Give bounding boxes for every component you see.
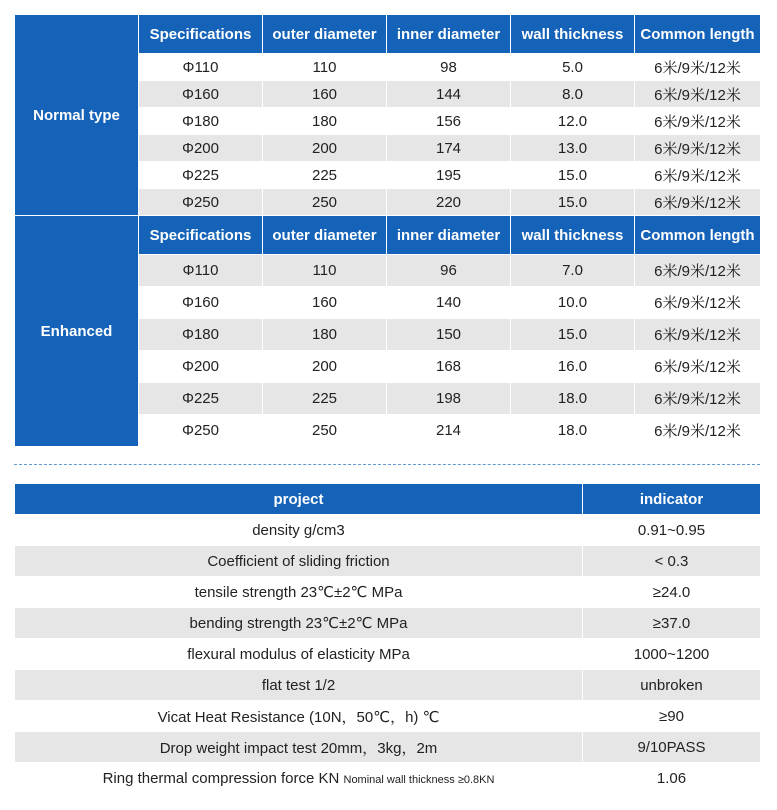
cell-outer: 200 — [263, 351, 387, 383]
table-row — [15, 639, 761, 670]
table-row — [15, 670, 761, 701]
table-row — [15, 608, 761, 639]
cell-outer: 250 — [263, 189, 387, 216]
header-common-length: Common length — [635, 216, 761, 255]
cell-inner: 198 — [387, 383, 511, 415]
cell-spec: Φ160 — [139, 287, 263, 319]
header-wall-thickness: wall thickness — [511, 15, 635, 54]
table-row — [15, 701, 761, 732]
cell-inner: 144 — [387, 81, 511, 108]
cell-wall: 12.0 — [511, 108, 635, 135]
cell-spec: Φ180 — [139, 108, 263, 135]
cell-spec: Φ160 — [139, 81, 263, 108]
cell-wall: 18.0 — [511, 415, 635, 447]
cell-length: 6米/9米/12米 — [635, 255, 761, 287]
property-indicator: 1000~1200 — [583, 639, 761, 670]
cell-outer: 180 — [263, 108, 387, 135]
property-indicator: unbroken — [583, 670, 761, 701]
header-wall-thickness: wall thickness — [511, 216, 635, 255]
property-note: Nominal wall thickness ≥0.8KN — [343, 773, 495, 786]
group-label-enhanced: Enhanced — [15, 216, 139, 447]
cell-inner: 150 — [387, 319, 511, 351]
cell-inner: 156 — [387, 108, 511, 135]
cell-outer: 110 — [263, 54, 387, 81]
cell-wall: 16.0 — [511, 351, 635, 383]
property-project: tensile strength 23℃±2℃ MPa — [15, 577, 583, 608]
cell-inner: 98 — [387, 54, 511, 81]
cell-inner: 174 — [387, 135, 511, 162]
cell-length: 6米/9米/12米 — [635, 287, 761, 319]
property-table — [14, 483, 761, 794]
table-row — [15, 546, 761, 577]
cell-inner: 220 — [387, 189, 511, 216]
cell-outer: 180 — [263, 319, 387, 351]
cell-wall: 10.0 — [511, 287, 635, 319]
header-outer-diameter: outer diameter — [263, 15, 387, 54]
cell-length: 6米/9米/12米 — [635, 162, 761, 189]
cell-spec: Φ180 — [139, 319, 263, 351]
header-specifications: Specifications — [139, 15, 263, 54]
header-outer-diameter: outer diameter — [263, 216, 387, 255]
dashed-divider — [14, 464, 760, 465]
cell-outer: 225 — [263, 162, 387, 189]
property-indicator: ≥24.0 — [583, 577, 761, 608]
cell-outer: 160 — [263, 81, 387, 108]
cell-spec: Φ110 — [139, 255, 263, 287]
property-header-row — [15, 484, 761, 515]
cell-inner: 195 — [387, 162, 511, 189]
property-indicator: ≥90 — [583, 701, 761, 732]
property-project: bending strength 23℃±2℃ MPa — [15, 608, 583, 639]
property-project: density g/cm3 — [15, 515, 583, 546]
header-specifications: Specifications — [139, 216, 263, 255]
cell-length: 6米/9米/12米 — [635, 189, 761, 216]
cell-spec: Φ250 — [139, 189, 263, 216]
cell-length: 6米/9米/12米 — [635, 351, 761, 383]
specification-table — [14, 14, 761, 447]
cell-wall: 15.0 — [511, 162, 635, 189]
property-project-cell — [15, 763, 583, 794]
property-indicator: 1.06 — [583, 763, 761, 794]
cell-wall: 5.0 — [511, 54, 635, 81]
cell-length: 6米/9米/12米 — [635, 383, 761, 415]
cell-inner: 96 — [387, 255, 511, 287]
cell-inner: 214 — [387, 415, 511, 447]
property-project: flexural modulus of elasticity MPa — [15, 639, 583, 670]
table-row — [15, 763, 761, 794]
cell-outer: 250 — [263, 415, 387, 447]
cell-inner: 140 — [387, 287, 511, 319]
property-project: Coefficient of sliding friction — [15, 546, 583, 577]
header-common-length: Common length — [635, 15, 761, 54]
cell-spec: Φ225 — [139, 162, 263, 189]
property-project: Ring thermal compression force KN — [102, 769, 340, 787]
cell-length: 6米/9米/12米 — [635, 54, 761, 81]
cell-wall: 7.0 — [511, 255, 635, 287]
cell-spec: Φ200 — [139, 135, 263, 162]
header-indicator: indicator — [583, 484, 761, 515]
cell-outer: 225 — [263, 383, 387, 415]
header-inner-diameter: inner diameter — [387, 15, 511, 54]
property-indicator: 9/10PASS — [583, 732, 761, 763]
cell-length: 6米/9米/12米 — [635, 319, 761, 351]
cell-outer: 110 — [263, 255, 387, 287]
cell-wall: 15.0 — [511, 189, 635, 216]
group-label-normal: Normal type — [15, 15, 139, 216]
cell-spec: Φ200 — [139, 351, 263, 383]
property-project: Drop weight impact test 20mm，3kg，2m — [15, 732, 583, 763]
property-indicator: ≥37.0 — [583, 608, 761, 639]
cell-spec: Φ225 — [139, 383, 263, 415]
cell-length: 6米/9米/12米 — [635, 135, 761, 162]
property-project: flat test 1/2 — [15, 670, 583, 701]
enhanced-header-row — [15, 216, 761, 255]
property-indicator: < 0.3 — [583, 546, 761, 577]
cell-spec: Φ250 — [139, 415, 263, 447]
cell-length: 6米/9米/12米 — [635, 415, 761, 447]
table-row — [15, 515, 761, 546]
cell-wall: 8.0 — [511, 81, 635, 108]
header-project: project — [15, 484, 583, 515]
cell-length: 6米/9米/12米 — [635, 81, 761, 108]
cell-spec: Φ110 — [139, 54, 263, 81]
cell-length: 6米/9米/12米 — [635, 108, 761, 135]
cell-outer: 200 — [263, 135, 387, 162]
cell-wall: 15.0 — [511, 319, 635, 351]
normal-header-row — [15, 15, 761, 54]
cell-inner: 168 — [387, 351, 511, 383]
table-row — [15, 577, 761, 608]
cell-wall: 13.0 — [511, 135, 635, 162]
header-inner-diameter: inner diameter — [387, 216, 511, 255]
table-row — [15, 732, 761, 763]
cell-outer: 160 — [263, 287, 387, 319]
property-indicator: 0.91~0.95 — [583, 515, 761, 546]
property-project: Vicat Heat Resistance (10N，50℃，h) ℃ — [15, 701, 583, 732]
cell-wall: 18.0 — [511, 383, 635, 415]
